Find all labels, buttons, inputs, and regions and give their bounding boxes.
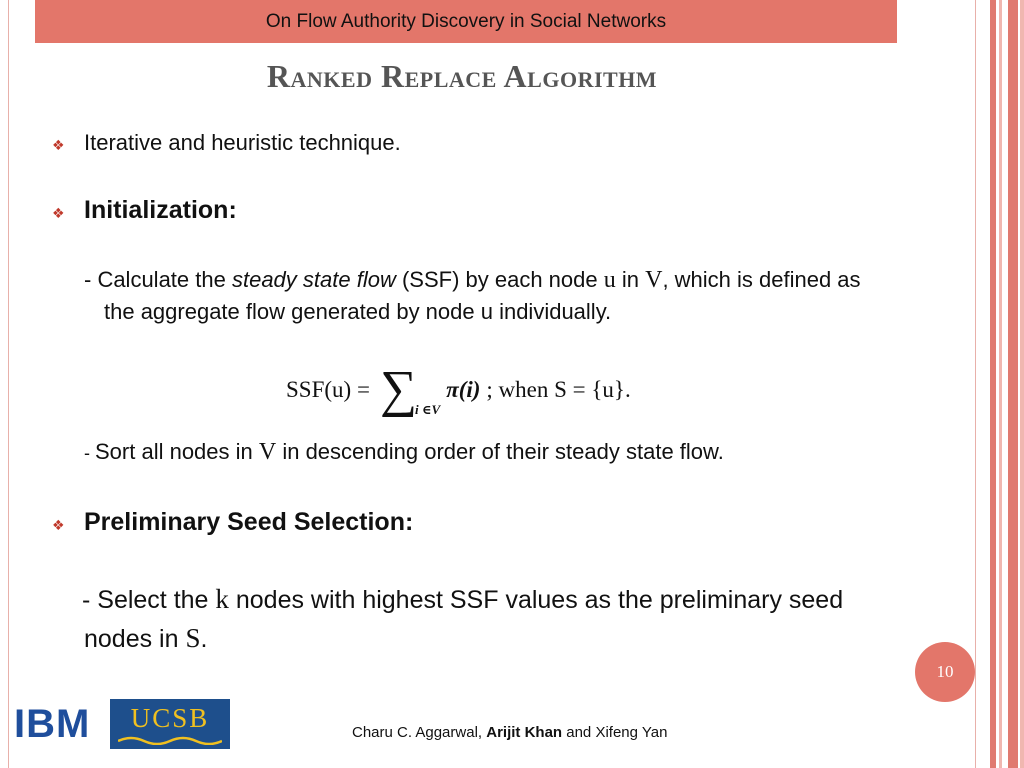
decor-stripe <box>999 0 1002 768</box>
decor-stripe <box>1020 0 1024 768</box>
sort-paragraph: - Sort all nodes in V in descending order of their steady state flow. <box>84 439 724 465</box>
diamond-bullet-icon: ❖ <box>52 517 65 533</box>
formula-rhs: ; when S = {u}. <box>486 377 631 402</box>
select-paragraph: - Select the k nodes with highest SSF values as the preliminary seed nodes in S. <box>82 584 844 653</box>
pi-term: π(i) <box>446 377 481 402</box>
bullet-iterative: Iterative and heuristic technique. <box>84 130 401 155</box>
highlighted-author: Arijit Khan <box>486 724 563 741</box>
decor-stripe <box>990 0 996 768</box>
header-bar <box>35 0 897 43</box>
sigma-symbol: ∑ <box>379 361 417 418</box>
bullet-preliminary-seed: Preliminary Seed Selection: <box>84 508 414 536</box>
slide-title: Ranked Replace Algorithm <box>266 58 658 94</box>
bullet-initialization: Initialization: <box>84 196 237 224</box>
ucsb-logo: UCSB <box>110 699 230 749</box>
left-frame-line <box>8 0 9 768</box>
diamond-bullet-icon: ❖ <box>52 137 65 153</box>
ucsb-wave-icon <box>118 735 222 745</box>
footer-authors: Charu C. Aggarwal, Arijit Khan and Xifeng Yan <box>352 724 668 741</box>
sum-subscript: i ∈V <box>415 402 441 417</box>
ibm-logo: IBM <box>14 703 98 745</box>
diamond-bullet-icon: ❖ <box>52 205 65 221</box>
page-number-badge: 10 <box>915 642 975 702</box>
ssf-formula <box>286 362 631 418</box>
header-title: On Flow Authority Discovery in Social Networks <box>265 10 667 32</box>
decor-stripe <box>1008 0 1018 768</box>
formula-lhs: SSF(u) = <box>286 377 370 402</box>
calc-paragraph: - Calculate the steady state flow (SSF) by each node u in V, which is defined as the aggregate flow generated by node u individually. <box>84 267 861 324</box>
ssf-term: steady state flow <box>231 267 396 292</box>
right-frame-line <box>975 0 976 768</box>
